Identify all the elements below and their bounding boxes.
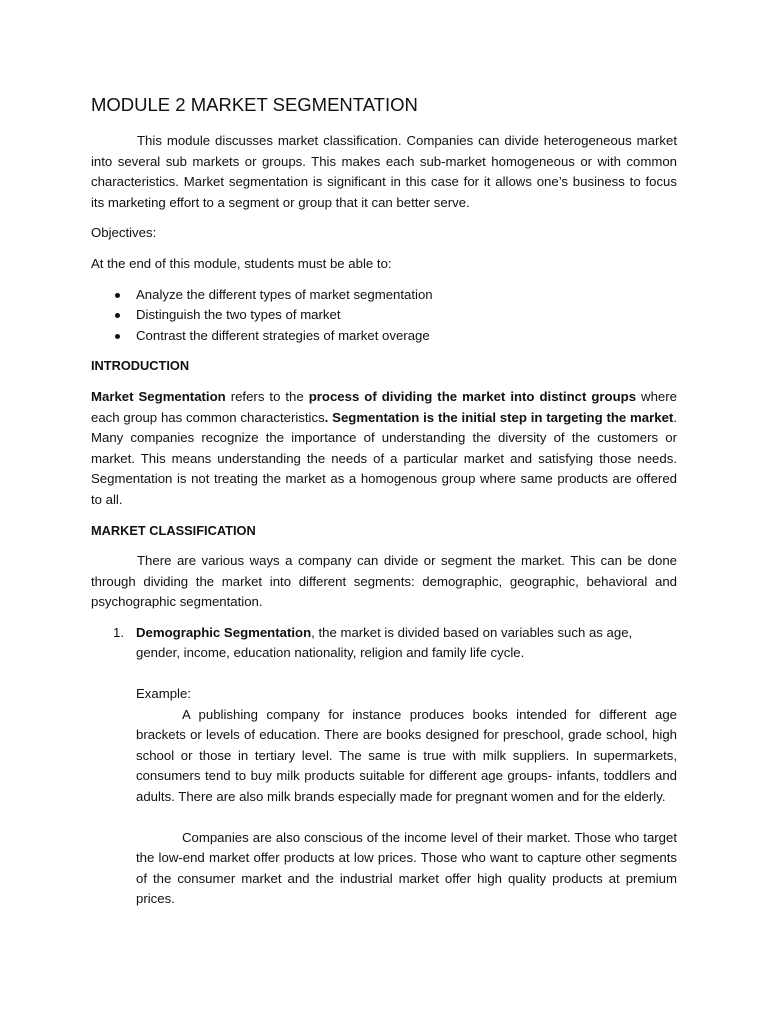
objective-text: Analyze the different types of market segmentation (136, 286, 433, 302)
objective-text: Distinguish the two types of market (136, 307, 341, 323)
objective-text: Contrast the different strategies of market overage (136, 327, 430, 343)
objectives-lead: At the end of this module, students must be able to: (91, 255, 392, 271)
bullet-icon (115, 313, 120, 318)
intro-paragraph: This module discusses market classification. Companies can divide heterogeneous market into several sub markets or groups. This makes each sub-market homogeneous or with common characteristics. Market segmentation is significant in this case for it allows one’s business to focus its marketing effort to a segment or group that it can better serve. (91, 133, 677, 210)
demographic-text: , the market is divided based on variables such as age, gender, income, education nationality, religion and family life cycle. (136, 624, 633, 661)
introduction-heading: INTRODUCTION (91, 358, 190, 374)
example-paragraph-1: A publishing company for instance produces books intended for different age brackets or levels of education. There are books designed for preschool, grade school, high school or those in tertiary level. The same is true with milk suppliers. In supermarkets, consumers tend to buy milk products suitable for different age groups- infants, toddlers and adults. There are also milk brands especially made for pregnant women and for the elderly. (136, 706, 677, 805)
introduction-bold-1: process of dividing the market into distinct groups (308, 388, 637, 404)
term-market-segmentation: Market Segmentation (91, 388, 226, 404)
example-label: Example: (136, 686, 191, 702)
term-demographic-segmentation: Demographic Segmentation (136, 624, 312, 640)
item-number: 1. (113, 624, 124, 640)
introduction-paragraph (91, 387, 677, 511)
introduction-text-2: where each group has common characteristics (91, 388, 677, 425)
objectives-label: Objectives: (91, 225, 157, 241)
classification-heading: MARKET CLASSIFICATION (91, 522, 256, 538)
introduction-bold-2: . Segmentation is the initial step in targeting the market (324, 409, 674, 425)
example-block (91, 684, 677, 910)
list-item (91, 326, 677, 347)
demographic-definition (136, 623, 677, 664)
demographic-item (91, 623, 677, 664)
page-title: MODULE 2 MARKET SEGMENTATION (91, 94, 418, 115)
document-page (91, 93, 677, 930)
classification-paragraph: There are various ways a company can divide or segment the market. This can be done through dividing the market into different segments: demographic, geographic, behavioral and psychographic segmentation. (91, 553, 677, 610)
list-item (91, 285, 677, 306)
objectives-list (91, 285, 677, 347)
bullet-icon (115, 334, 120, 339)
introduction-text-1: refers to the (225, 388, 309, 404)
introduction-text-3: . Many companies recognize the importance of understanding the diversity of the customers or market. This means understanding the needs of a particular market and satisfying those needs. Segmentation is not treating the market as a homogenous group where same products are offered to all. (91, 409, 677, 507)
bullet-icon (115, 293, 120, 298)
list-item (91, 305, 677, 326)
example-paragraph-2: Companies are also conscious of the income level of their market. Those who target the low-end market offer products at low prices. Those who want to capture other segments of the consumer market and the industrial market offer high quality products at premium prices. (136, 829, 677, 907)
